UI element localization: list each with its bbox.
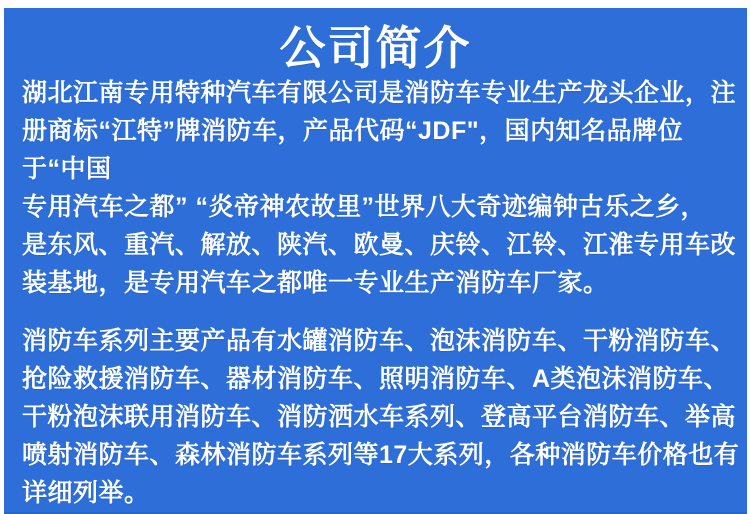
- text-line: 册商标“江特”牌消防车，产品代码“JDF"，国内知名品牌位: [22, 117, 684, 145]
- intro-paragraph-2: [4, 322, 747, 512]
- section-title: 公司简介: [279, 22, 472, 74]
- text-line: 详细列举。: [22, 479, 150, 507]
- text-line: 干粉泡沫联用消防车、消防洒水车系列、登高平台消防车、举高: [22, 403, 737, 431]
- text-line: 装基地，是专用汽车之都唯一专业生产消防车厂家。: [22, 269, 609, 297]
- text-line: 喷射消防车、森林消防车系列等17大系列，各种消防车价格也有: [22, 441, 740, 469]
- text-line: 是东风、重汽、解放、陕汽、欧曼、庆铃、江铃、江淮专用车改: [22, 231, 737, 259]
- text-line: 于“中国: [22, 155, 112, 183]
- intro-paragraph-1: [4, 74, 747, 302]
- company-intro-panel: [4, 8, 747, 514]
- text-line: 湖北江南专用特种汽车有限公司是消防车专业生产龙头企业，注: [22, 79, 737, 107]
- text-line: 消防车系列主要产品有水罐消防车、泡沫消防车、干粉消防车、: [22, 327, 737, 355]
- text-line: 抢险救援消防车、器材消防车、照明消防车、A类泡沫消防车、: [22, 365, 730, 393]
- text-line: 专用汽车之都” “炎帝神农故里”世界八大奇迹编钟古乐之乡，: [22, 193, 706, 221]
